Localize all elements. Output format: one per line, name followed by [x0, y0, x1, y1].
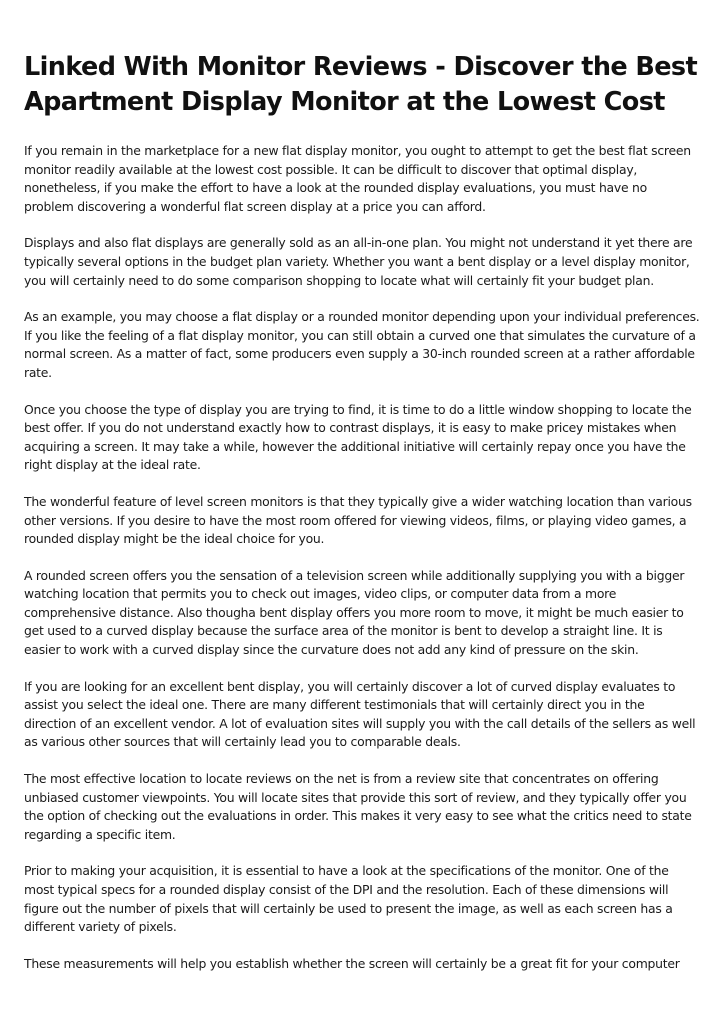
paragraph-5: The wonderful feature of level screen monitors is that they typically give a wider watching location than various other versions. If you desire to have the most room offered for viewing videos, films, or playing video games, a rounded display might be the ideal choice for you. [24, 493, 692, 547]
paragraph-1: If you remain in the marketplace for a new flat display monitor, you ought to attempt to get the best flat screen monitor readily available at the lowest cost possible. It can be difficult to discover that optimal display, nonetheless, if you make the effort to have a look at the rounded display evaluations, you must have no problem discovering a wonderful flat screen display at a price you can afford. [24, 143, 691, 214]
paragraph-8: The most effective location to locate reviews on the net is from a review site that concentrates on offering unbiased customer viewpoints. You will locate sites that provide this sort of review, and they typically offer you the option of checking out the evaluations in order. This makes it very easy to see what the critics need to state regarding a specific item. [24, 771, 692, 842]
paragraph-6: A rounded screen offers you the sensation of a television screen while additionally supplying you with a bigger watching location that permits you to check out images, video clips, or computer data from a more comprehensive distance. Also thougha bent display offers you more room to move, it might be much easier to get used to a curved display because the surface area of the monitor is bent to develop a straight line. It is easier to work with a curved display since the curvature does not add any kind of pressure on the skin. [24, 567, 685, 658]
paragraph-4: Once you choose the type of display you are trying to find, it is time to do a little window shopping to locate the best offer. If you do not understand exactly how to contrast displays, it is easy to make pricey mistakes when acquiring a screen. It may take a while, however the additional initiative will certainly repay once you have the right display at the ideal rate. [24, 401, 692, 473]
document-page [24, 50, 700, 991]
document-title: Linked With Monitor Reviews - Discover the Best Apartment Display Monitor at the Lowest Cost [24, 52, 698, 117]
paragraph-2: Displays and also flat displays are generally sold as an all-in-one plan. You might not understand it yet there are typically several options in the budget plan variety. Whether you want a bent display or a level display monitor, you will certainly need to do some comparison shopping to locate what will certainly fit your budget plan. [24, 235, 693, 288]
paragraph-9: Prior to making your acquisition, it is essential to have a look at the specifications of the monitor. One of the most typical specs for a rounded display consist of the DPI and the resolution. Each of these dimensions will figure out the number of pixels that will certainly be used to present the image, as well as each screen has a different variety of pixels. [24, 863, 673, 935]
paragraph-3: As an example, you may choose a flat display or a rounded monitor depending upon your individual preferences. If you like the feeling of a flat display monitor, you can still obtain a curved one that simulates the curvature of a normal screen. As a matter of fact, some producers even supply a 30-inch rounded screen at a rather affordable rate. [24, 309, 700, 380]
paragraph-7: If you are looking for an excellent bent display, you will certainly discover a lot of curved display evaluates to assist you select the ideal one. There are many different testimonials that will certainly direct you in the direction of an excellent vendor. A lot of evaluation sites will supply you with the call details of the sellers as well as various other sources that will certainly lead you to comparable deals. [24, 678, 696, 750]
paragraph-10: These measurements will help you establish whether the screen will certainly be a great fit for your computer [24, 955, 680, 971]
